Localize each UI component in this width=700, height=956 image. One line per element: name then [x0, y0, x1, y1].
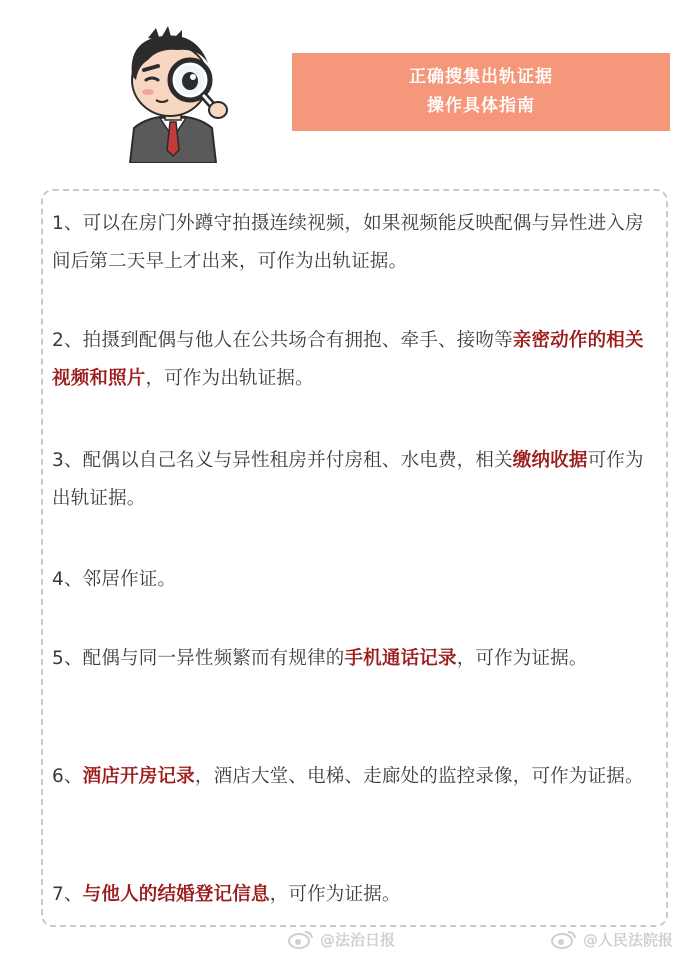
watermark-text: @人民法院报 — [583, 930, 674, 949]
watermark-renmin-fayuanbao — [551, 926, 673, 952]
banner-title-line-2: 操作具体指南 — [427, 96, 535, 116]
banner-title-line-1: 正确搜集出轨证据 — [409, 67, 553, 87]
list-item-3 — [52, 442, 662, 518]
title-banner — [292, 53, 670, 131]
item-text: 6、 — [52, 766, 83, 787]
watermark-fazhi-ribao — [288, 926, 395, 952]
highlighted-evidence: 亲密动作的相关视频和照片 — [52, 330, 644, 389]
watermark-text: @法治日报 — [320, 930, 396, 949]
item-text: ，酒店大堂、电梯、走廊处的监控录像，可作为证据。 — [194, 766, 644, 787]
item-text: 1、可以在房门外蹲守拍摄连续视频，如果视频能反映配偶与异性进入房间后第二天早上才出来，可作为出轨证据。 — [52, 213, 644, 272]
item-text: 4、邻居作证。 — [52, 569, 177, 590]
item-text: 5、配偶与同一异性频繁而有规律的 — [52, 648, 345, 669]
list-item-2 — [52, 322, 662, 398]
list-item-7 — [52, 876, 662, 914]
weibo-icon — [551, 929, 577, 949]
highlighted-evidence: 酒店开房记录 — [82, 766, 195, 787]
list-item-6 — [52, 758, 662, 796]
item-text: 7、 — [52, 884, 83, 905]
item-text: 可作为出轨证据。 — [52, 450, 644, 509]
highlighted-evidence: 手机通话记录 — [344, 648, 457, 669]
item-text: ，可作为证据。 — [269, 884, 401, 905]
item-text: ，可作为证据。 — [456, 648, 588, 669]
item-text: 2、拍摄到配偶与他人在公共场合有拥抱、牵手、接吻等 — [52, 330, 513, 351]
detective-mascot-illustration — [108, 18, 238, 163]
list-item-4 — [52, 561, 662, 599]
item-text: ，可作为出轨证据。 — [145, 368, 314, 389]
list-item-1 — [52, 205, 662, 281]
highlighted-evidence: 缴纳收据 — [512, 450, 588, 471]
item-text: 3、配偶以自己名义与异性租房并付房租、水电费，相关 — [52, 450, 513, 471]
content-card — [41, 189, 668, 927]
highlighted-evidence: 与他人的结婚登记信息 — [82, 884, 270, 905]
weibo-icon — [288, 929, 314, 949]
list-item-5 — [52, 640, 662, 678]
